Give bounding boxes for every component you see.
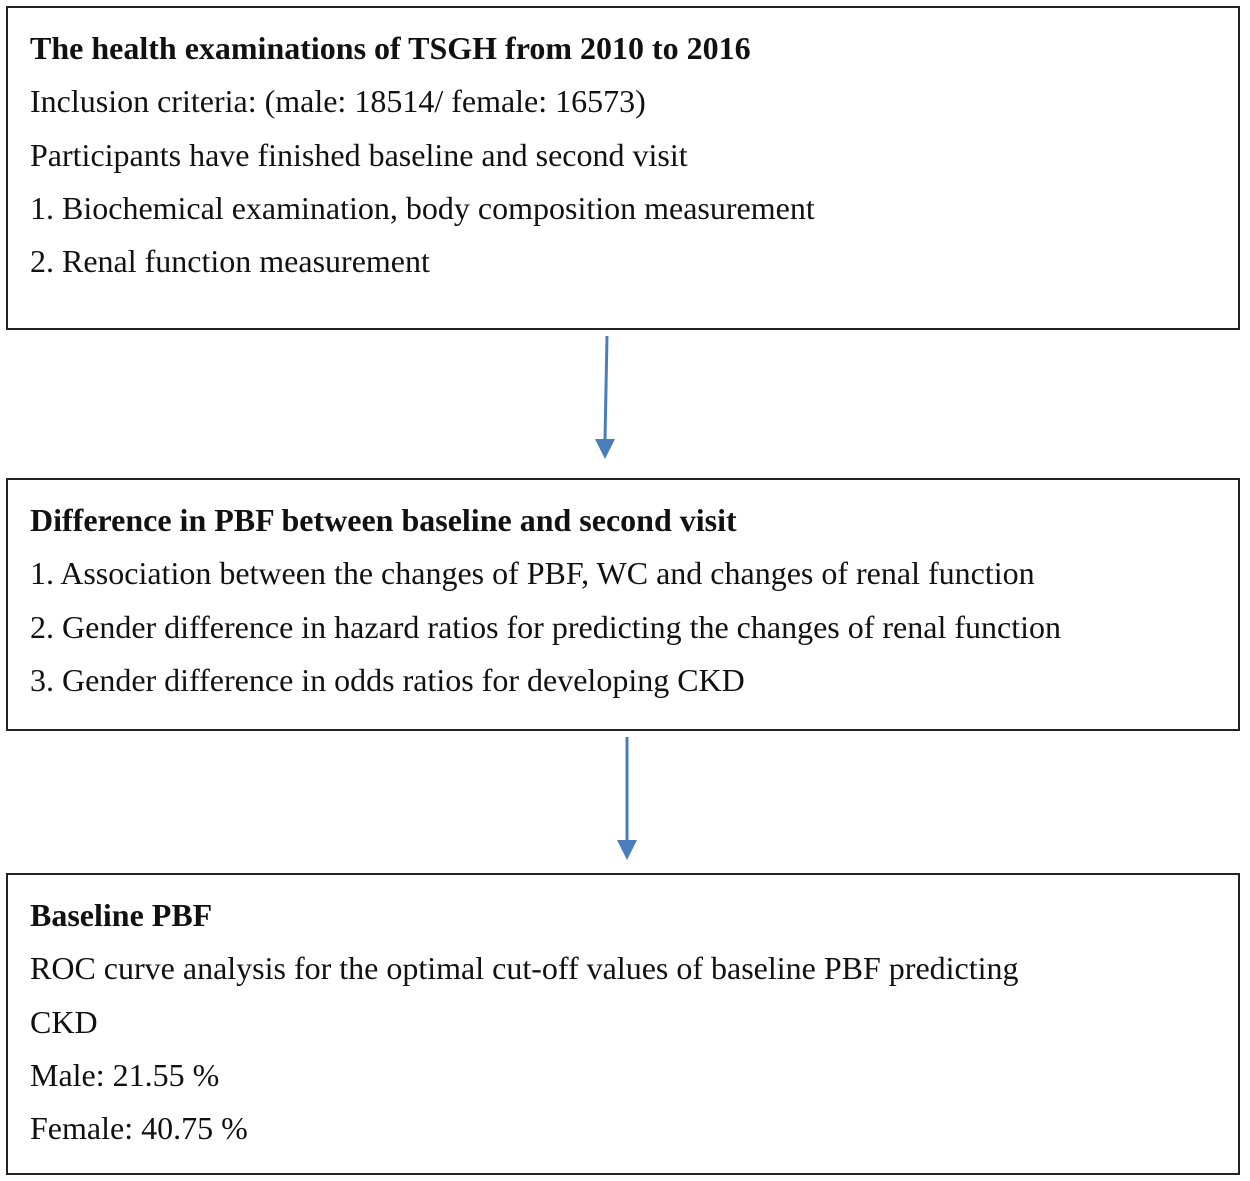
list-item: 1. Biochemical examination, body composition measurement: [30, 189, 815, 226]
arrow-down-1: [595, 336, 615, 459]
box-title: Difference in PBF between baseline and second visit: [30, 502, 737, 538]
box-title: The health examinations of TSGH from 2010 to 2016: [30, 30, 751, 66]
male-cutoff-text: Male: 21.55 %: [30, 1056, 220, 1093]
list-item: 2. Renal function measurement: [30, 243, 430, 280]
roc-analysis-text: ROC curve analysis for the optimal cut-off values of baseline PBF predicting: [30, 950, 1019, 987]
inclusion-criteria-text: Inclusion criteria: (male: 18514/ female: 16573): [30, 83, 646, 120]
female-cutoff-text: Female: 40.75 %: [30, 1110, 248, 1147]
list-item: 2. Gender difference in hazard ratios for predicting the changes of renal function: [30, 608, 1061, 645]
participants-text: Participants have finished baseline and second visit: [30, 136, 688, 173]
box-title: Baseline PBF: [30, 897, 213, 933]
roc-analysis-text-continued: CKD: [30, 1003, 98, 1040]
arrow-down-2: [617, 737, 637, 860]
flow-box-health-examinations: [6, 6, 1240, 330]
flow-box-baseline-pbf: [6, 873, 1240, 1175]
list-item: 3. Gender difference in odds ratios for developing CKD: [30, 661, 745, 698]
flow-box-pbf-difference: [6, 478, 1240, 731]
list-item: 1. Association between the changes of PBF, WC and changes of renal function: [30, 555, 1035, 592]
